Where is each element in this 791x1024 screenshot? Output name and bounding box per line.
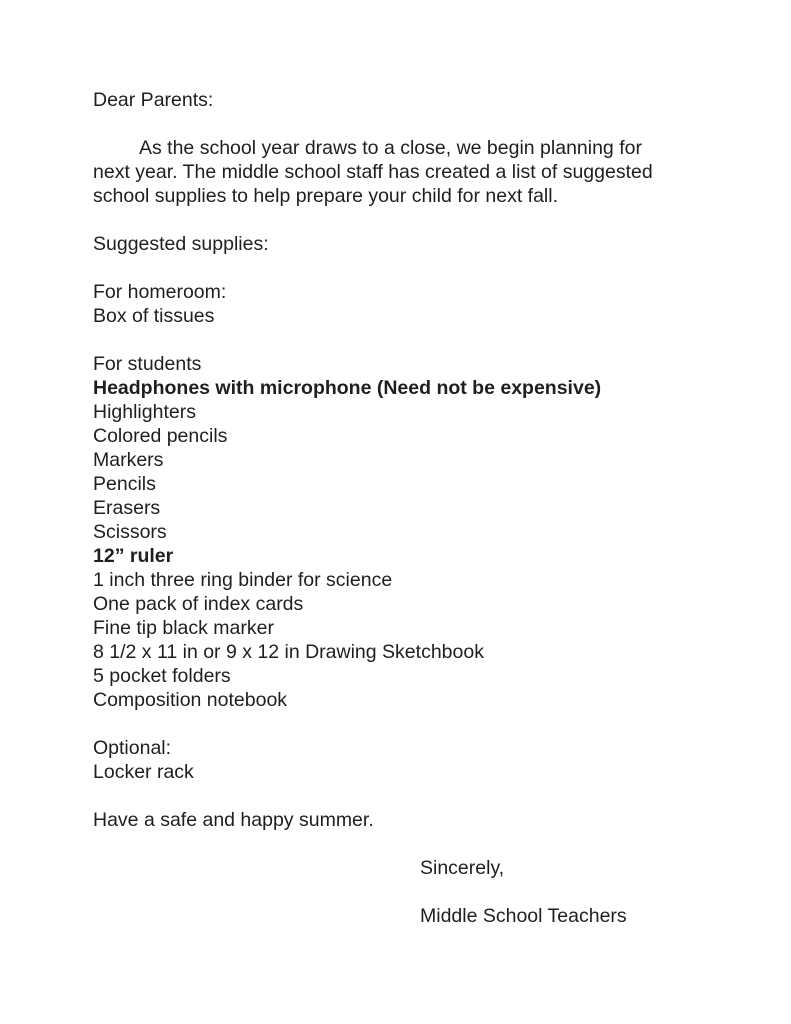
letter-line: Middle School Teachers xyxy=(420,905,627,927)
letter-line: Suggested supplies: xyxy=(93,233,269,255)
letter-line: 5 pocket folders xyxy=(93,665,231,687)
blank-line xyxy=(93,784,731,808)
letter-line: Box of tissues xyxy=(93,305,215,327)
letter-line: 1 inch three ring binder for science xyxy=(93,569,393,591)
letter-line: Highlighters xyxy=(93,401,196,423)
letter-line: Erasers xyxy=(93,497,161,519)
letter-line: Markers xyxy=(93,449,164,471)
letter-line: One pack of index cards xyxy=(93,593,304,615)
blank-line xyxy=(93,880,731,904)
letter-body xyxy=(93,88,731,928)
letter-line: For homeroom: xyxy=(93,281,227,303)
letter-line: Sincerely, xyxy=(420,857,505,879)
letter-line: Have a safe and happy summer. xyxy=(93,809,374,831)
blank-line xyxy=(93,832,731,856)
letter-line: Headphones with microphone (Need not be expensive) xyxy=(93,377,602,399)
letter-line: Colored pencils xyxy=(93,425,228,447)
letter-line: Dear Parents: xyxy=(93,89,214,111)
letter-line: Composition notebook xyxy=(93,689,288,711)
letter-line: 8 1/2 x 11 in or 9 x 12 in Drawing Sketchbook xyxy=(93,641,484,663)
letter-line: Locker rack xyxy=(93,761,194,783)
blank-line xyxy=(93,208,731,232)
letter-line: As the school year draws to a close, we begin planning for xyxy=(139,137,642,159)
blank-line xyxy=(93,256,731,280)
letter-line: Scissors xyxy=(93,521,167,543)
letter-line: For students xyxy=(93,353,202,375)
blank-line xyxy=(93,112,731,136)
letter-line: school supplies to help prepare your child for next fall. xyxy=(93,185,559,207)
blank-line xyxy=(93,328,731,352)
letter-line: Fine tip black marker xyxy=(93,617,274,639)
letter-line: next year. The middle school staff has created a list of suggested xyxy=(93,161,653,183)
letter-line: Pencils xyxy=(93,473,156,495)
letter-line: 12” ruler xyxy=(93,545,174,567)
blank-line xyxy=(93,712,731,736)
letter-line: Optional: xyxy=(93,737,172,759)
